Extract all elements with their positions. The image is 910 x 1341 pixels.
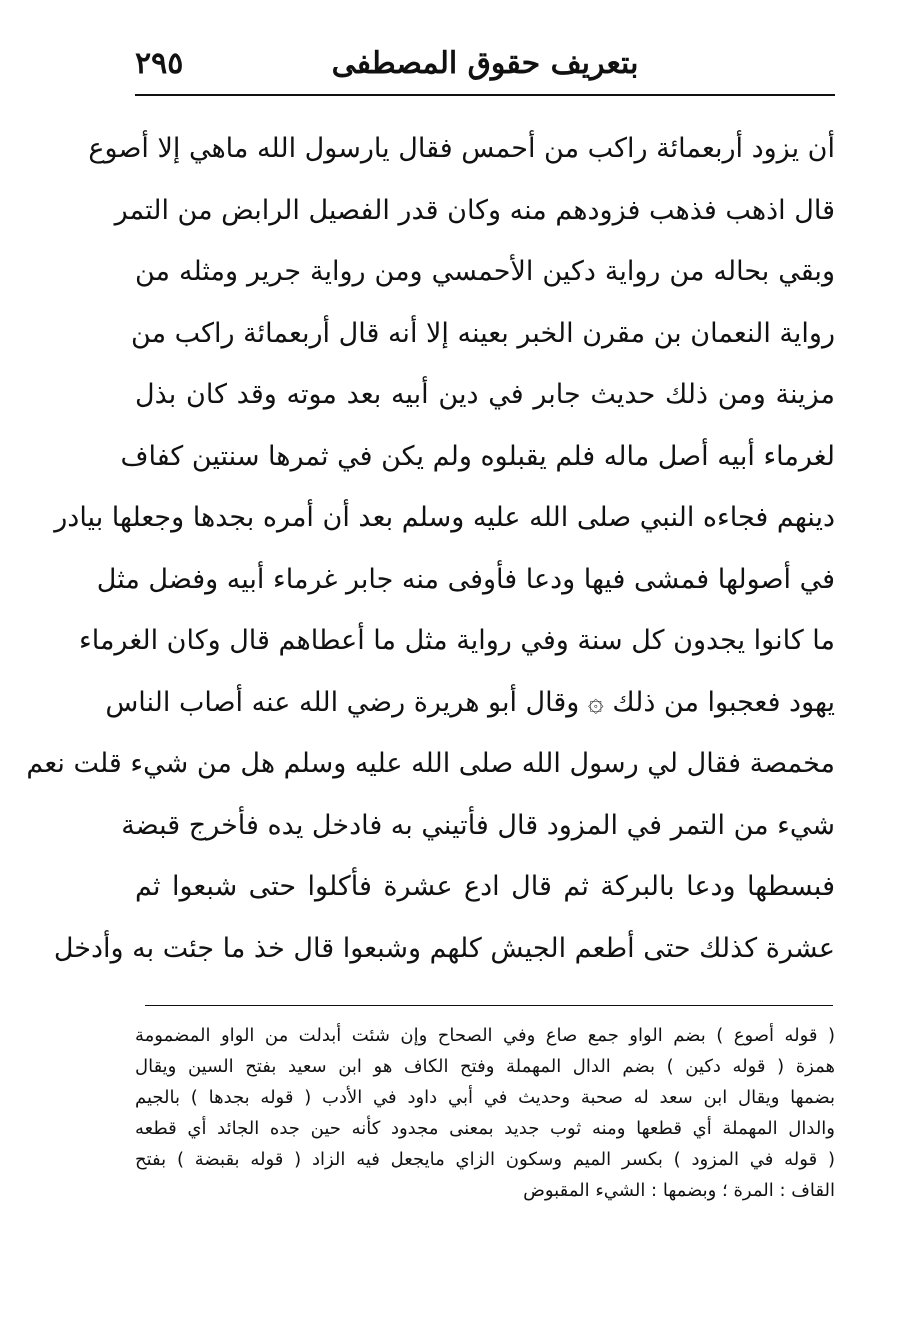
text-line: دينهم فجاءه النبي صلى الله عليه وسلم بعد أن أمره بجدها وجعلها بيادر — [54, 502, 835, 533]
text-line: مزينة ومن ذلك حديث جابر في دين أبيه بعد موته وقد كان بذل — [135, 379, 835, 410]
page-header — [135, 38, 835, 90]
text-line: ما كانوا يجدون كل سنة وفي رواية مثل ما أعطاهم قال وكان الغرماء — [79, 625, 835, 656]
footnote-line: بضمها ويقال ابن سعد له صحبة وحديث في أبي داود في الأدب ( قوله بجدها ) بالجيم — [135, 1087, 835, 1108]
footnote-line: ( قوله في المزود ) بكسر الميم وسكون الزاي مايجعل فيه الزاد ( قوله بقبضة ) بفتح — [135, 1149, 835, 1170]
page-number: ٢٩٥ — [135, 46, 184, 81]
text-line: أن يزود أربعمائة راكب من أحمس فقال يارسول الله ماهي إلا أصوع — [88, 133, 835, 164]
text-line: رواية النعمان بن مقرن الخبر بعينه إلا أنه قال أربعمائة راكب من — [131, 317, 835, 349]
text-line: يهود فعجبوا من ذلك ۞ وقال أبو هريرة رضي الله عنه أصاب الناس — [105, 686, 835, 718]
text-line: في أصولها فمشى فيها ودعا فأوفى منه جابر غرماء أبيه وفضل مثل — [96, 563, 835, 595]
footnote-rule — [145, 1005, 833, 1006]
text-line: شيء من التمر في المزود قال فأتيني به فادخل يده فأخرج قبضة — [121, 809, 835, 841]
text-line: مخمصة فقال لي رسول الله صلى الله عليه وسلم هل من شيء قلت نعم — [26, 748, 835, 779]
footnote-line: همزة ( قوله دكين ) بضم الدال المهملة وفتح الكاف هو ابن سعيد بفتح السين ويقال — [135, 1056, 835, 1077]
text-line: قال اذهب فذهب فزودهم منه وكان قدر الفصيل الرابض من التمر — [114, 194, 835, 226]
footnote-line: ( قوله أصوع ) بضم الواو جمع صاع وفي الصحاح وإن شئت أبدلت من الواو المضمومة — [135, 1025, 835, 1046]
running-title: بتعريف حقوق المصطفى — [331, 46, 639, 81]
footnotes — [135, 1020, 835, 1206]
text-line: عشرة كذلك حتى أطعم الجيش كلهم وشبعوا قال خذ ما جئت به وأدخل — [53, 932, 835, 964]
footnote-line: القاف : المرة ؛ وبضمها : الشيء المقبوض — [523, 1180, 835, 1201]
text-line: وبقي بحاله من رواية دكين الأحمسي ومن رواية جرير ومثله من — [135, 256, 835, 287]
text-line: لغرماء أبيه أصل ماله فلم يقبلوه ولم يكن في ثمرها سنتين كفاف — [120, 440, 835, 472]
text-line: فبسطها ودعا بالبركة ثم قال ادع عشرة فأكلوا حتى شبعوا ثم — [135, 871, 835, 902]
header-rule — [135, 94, 835, 96]
footnote-line: والدال المهملة أي قطعها ومنه ثوب جديد بمعنى مجدود كأنه حين جده الجائد أي قطعه — [135, 1118, 835, 1139]
main-text — [26, 118, 835, 979]
